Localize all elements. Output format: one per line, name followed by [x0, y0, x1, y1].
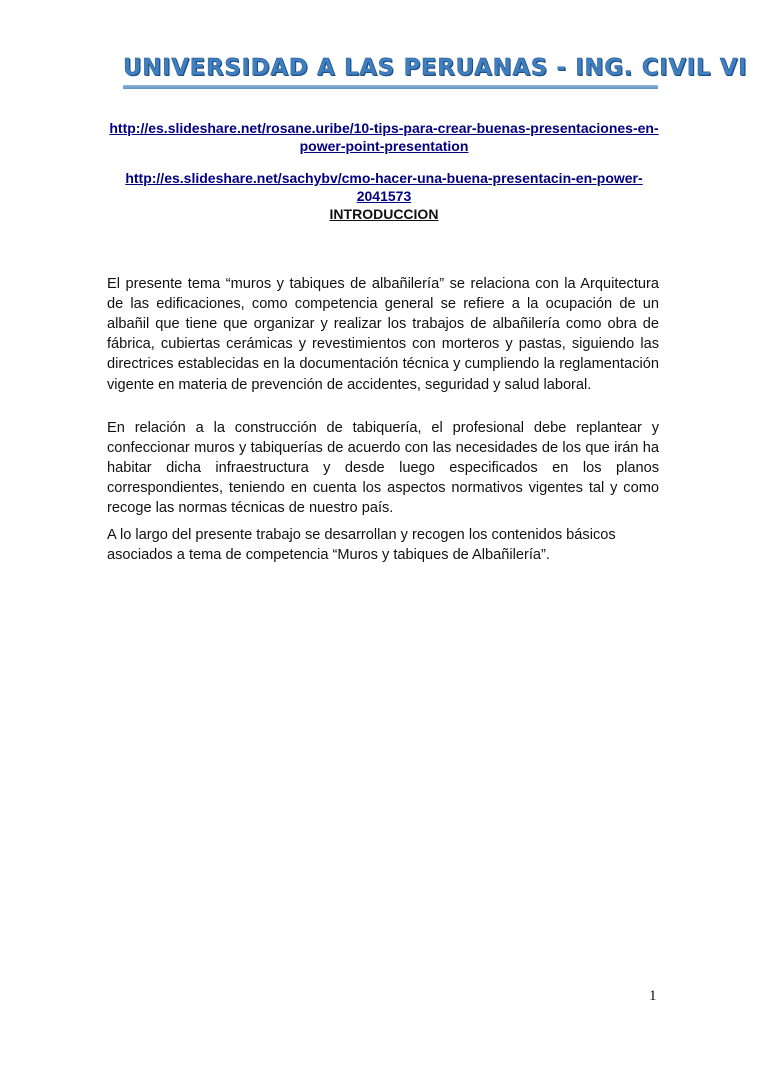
reference-link-1[interactable]: http://es.slideshare.net/rosane.uribe/10-tips-para-crear-buenas-presentaciones-en-power-point-presentation [109, 120, 659, 154]
paragraph-2: En relación a la construcción de tabiquería, el profesional debe replantear y confeccionar muros y tabiquerías de acuerdo con las necesidades de los que irán ha habitar dicha infraestructura y desde luego especificados en los planos correspondientes, teniendo en cuenta los aspectos normativos vigentes tal y como recoge las normas técnicas de nuestro país. [107, 419, 659, 517]
page-number: 1 [649, 988, 657, 1004]
reference-link-2[interactable]: http://es.slideshare.net/sachybv/cmo-hacer-una-buena-presentacin-en-power-2041573 [125, 170, 643, 204]
header-title: UNIVERSIDAD A LAS PERUANAS - ING. CIVIL VI [123, 55, 748, 81]
header-banner [123, 55, 748, 93]
header-rule [123, 85, 658, 89]
reference-link-1-block [100, 119, 668, 155]
section-heading: INTRODUCCION [329, 206, 439, 222]
paragraph-3: A lo largo del presente trabajo se desarrollan y recogen los contenidos básicos asociados a tema de competencia “Muros y tabiques de Albañilería”. [107, 526, 616, 563]
reference-link-2-block [100, 169, 668, 205]
paragraph-1: El presente tema “muros y tabiques de albañilería” se relaciona con la Arquitectura de las edificaciones, como competencia general se refiere a la ocupación de un albañil que tiene que organizar y realizar los trabajos de albañilería como obra de fábrica, cubiertas cerámicas y revestimientos con morteros y pastas, siguiendo las directrices establecidas en la documentación técnica y cumpliendo la reglamentación vigente en materia de prevención de accidentes, seguridad y salud laboral. [107, 275, 659, 393]
